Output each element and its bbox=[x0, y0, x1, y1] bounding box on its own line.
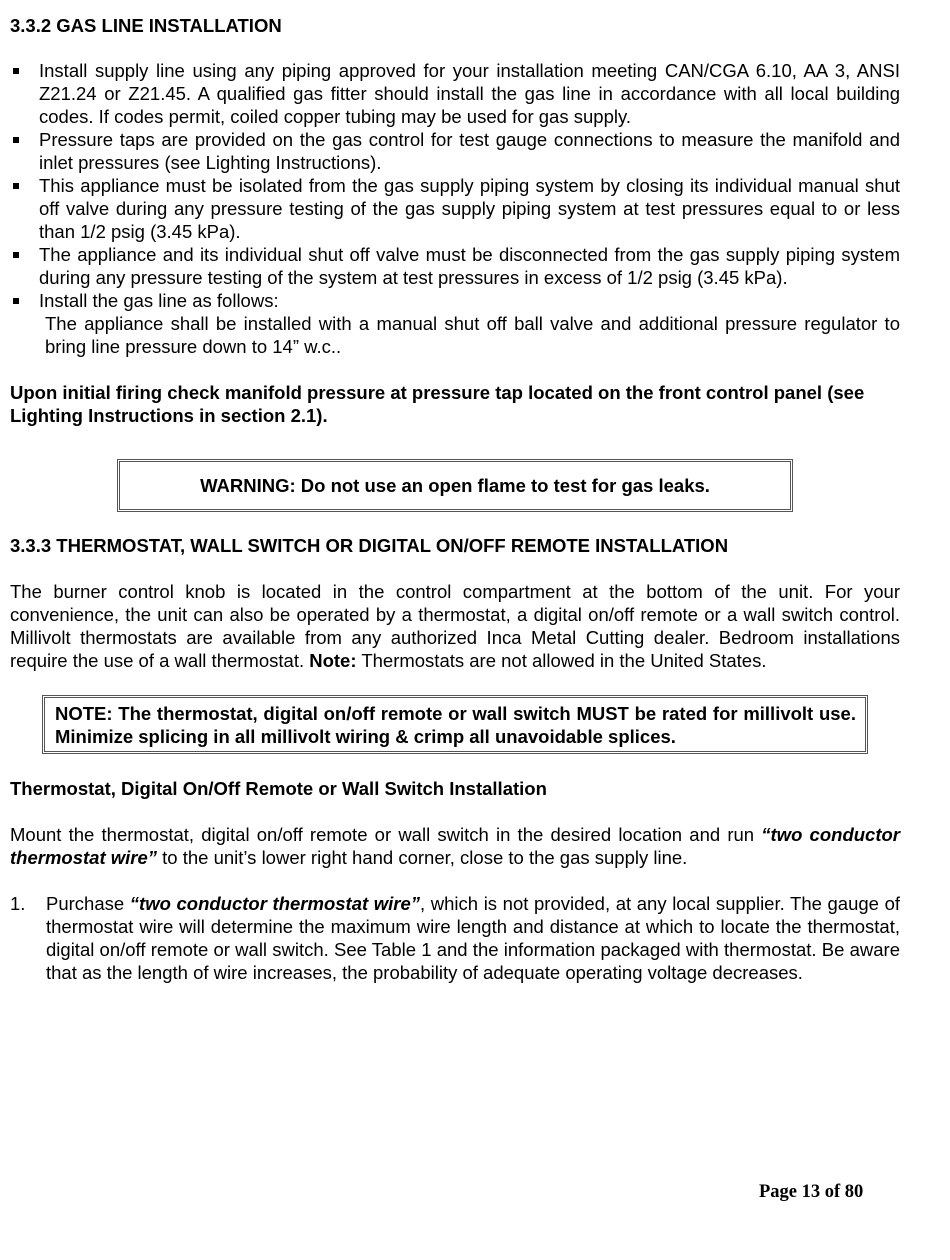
installation-heading: Thermostat, Digital On/Off Remote or Wall Switch Installation bbox=[10, 778, 547, 799]
bullet-item-text: Install the gas line as follows: bbox=[39, 290, 279, 311]
bullet-item: Install supply line using any piping approved for your installation meeting CAN/CGA 6.10, AA 3, ANSI Z21.24 or Z21.45. A qualified gas fitter should install the gas line in accordance with all local building codes. If codes permit, coiled copper tubing may be used for gas supply. bbox=[10, 59, 900, 128]
firing-note: Upon initial firing check manifold pressure at pressure tap located on the front control panel (see Lighting Instructions in section 2.1). bbox=[10, 382, 865, 426]
mount-emphasis: “two conductor thermostat wire” bbox=[10, 824, 900, 868]
bullet-item: Pressure taps are provided on the gas control for test gauge connections to measure the manifold and inlet pressures (see Lighting Instructions). bbox=[10, 128, 900, 174]
intro-note-text: Thermostats are not allowed in the United States. bbox=[356, 650, 767, 671]
intro-note-label: Note: bbox=[309, 650, 357, 671]
document-page bbox=[10, 14, 900, 984]
intro-text: The burner control knob is located in the control compartment at the bottom of the unit. For your convenience, the unit can also be operated by a thermostat, a digital on/off remote or a wall switch control. Millivolt thermostats are available from any authorized Inca Metal Cutting dealer. Bedroom installations require the use of a wall thermostat. bbox=[10, 581, 900, 671]
warning-box bbox=[117, 459, 793, 512]
mount-instructions bbox=[10, 823, 900, 869]
step-item bbox=[10, 892, 900, 984]
bullet-item: This appliance must be isolated from the gas supply piping system by closing its individual manual shut off valve during any pressure testing of the gas supply piping system at test pressures equal to or less than 1/2 psig (3.45 kPa). bbox=[10, 174, 900, 243]
thermostat-intro bbox=[10, 580, 900, 672]
step-emphasis: “two conductor thermostat wire” bbox=[129, 893, 421, 914]
thermostat-heading: 3.3.3 THERMOSTAT, WALL SWITCH OR DIGITAL ON/OFF REMOTE INSTALLATION bbox=[10, 535, 729, 556]
step-text-end: , which is not provided, at any local supplier. The gauge of thermostat wire will determine the maximum wire length and distance at which to locate the thermostat, digital on/off remote or wall switch. See Table 1 and the information packaged with thermostat. Be aware that as the length of wire increases, the probability of adequate operating voltage decreases. bbox=[46, 893, 901, 983]
warning-text: WARNING: Do not use an open flame to test for gas leaks. bbox=[200, 475, 710, 496]
bullet-sub-text: The appliance shall be installed with a manual shut off ball valve and additional pressure regulator to bring line pressure down to 14” w.c.. bbox=[45, 313, 900, 357]
page-number: Page 13 of 80 bbox=[759, 1182, 864, 1202]
gas-line-heading: 3.3.2 GAS LINE INSTALLATION bbox=[10, 15, 282, 36]
bullet-item: The appliance and its individual shut off valve must be disconnected from the gas supply piping system during any pressure testing of the system at test pressures in excess of 1/2 psig (3.45 kPa). bbox=[10, 243, 900, 289]
mount-text: Mount the thermostat, digital on/off remote or wall switch in the desired location and run bbox=[10, 824, 762, 845]
note-box bbox=[42, 695, 868, 754]
mount-text-end: to the unit’s lower right hand corner, close to the gas supply line. bbox=[157, 847, 688, 868]
note-box-text: NOTE: The thermostat, digital on/off remote or wall switch MUST be rated for millivolt use. Minimize splicing in all millivolt wiring & crimp all unavoidable splices. bbox=[55, 703, 856, 747]
bullet-item bbox=[10, 289, 900, 358]
step-number: 1. bbox=[10, 893, 26, 914]
step-text: Purchase bbox=[46, 893, 130, 914]
gas-line-bullet-list bbox=[10, 59, 900, 358]
